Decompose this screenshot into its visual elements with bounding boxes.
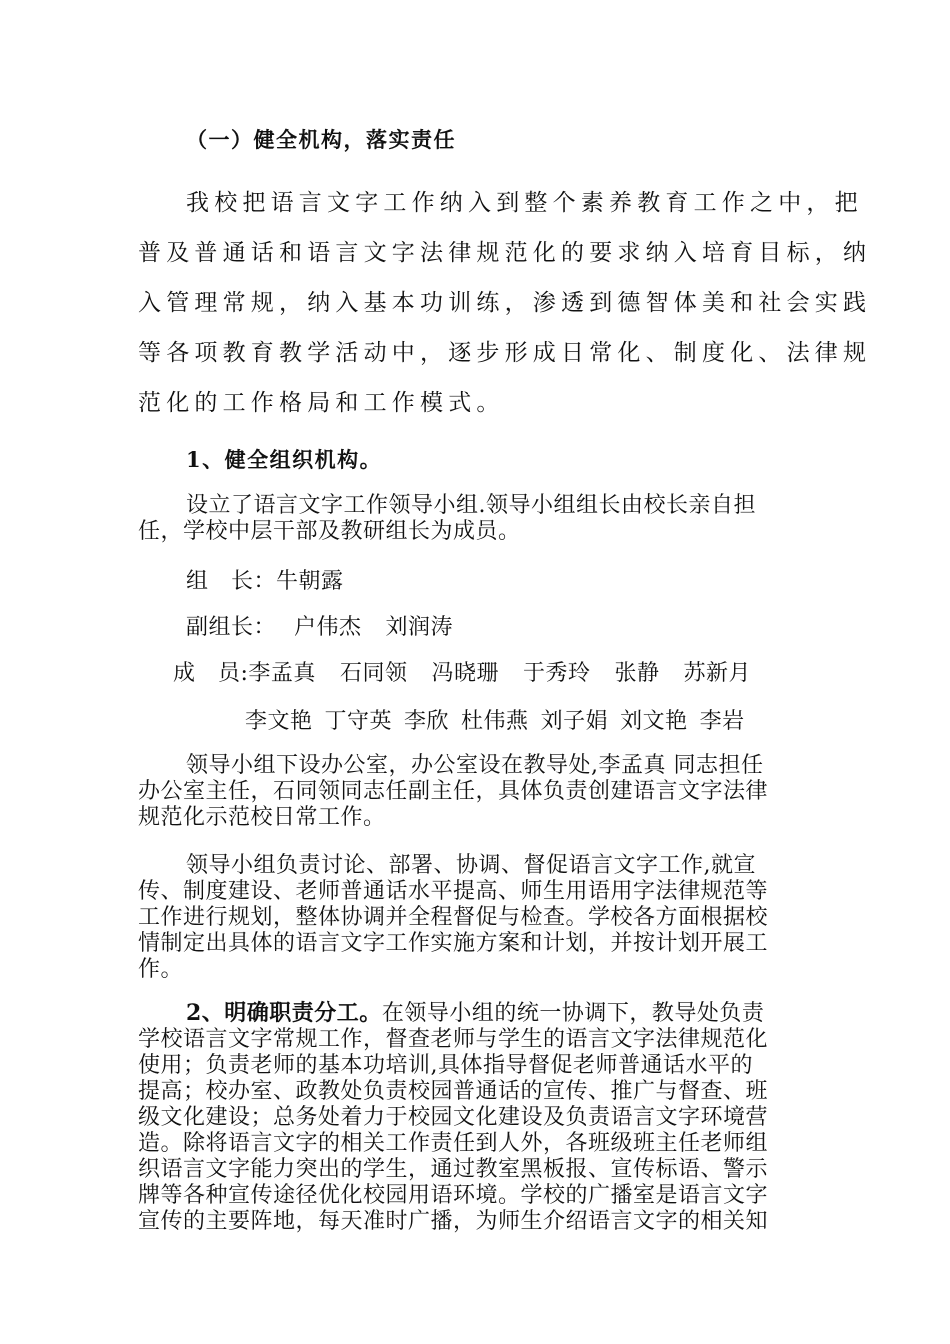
member-label: 成 员:: [173, 661, 249, 686]
duties-heading: 2、明确职责分工。: [186, 1000, 382, 1026]
duties-line-6: 造。除将语言文字的相关工作责任到人外，各班级班主任老师组: [138, 1131, 769, 1156]
member-name: 李岩: [699, 709, 745, 734]
intro-line-2: 普及普通话和语言文字法律规范化的要求纳入培育目标，纳: [138, 240, 872, 266]
duties-line-2: 学校语言文字常规工作，督查老师与学生的语言文字法律规范化: [138, 1027, 769, 1052]
deputy-name: 刘润涛: [385, 615, 454, 640]
member-name: 张静: [614, 661, 660, 686]
org-desc-line-1: 设立了语言文字工作领导小组.领导小组组长由校长亲自担: [186, 493, 756, 518]
member-name: 刘子娟: [540, 709, 609, 734]
leader-row: [186, 564, 344, 595]
intro-line-3: 入管理常规，纳入基本功训练，渗透到德智体美和社会实践: [138, 290, 872, 316]
duty-line-2: 传、制度建设、老师普通话水平提高、师生用语用字法律规范等: [138, 879, 769, 904]
duties-line-3: 使用；负责老师的基本功培训,具体指导督促老师普通话水平的: [138, 1053, 753, 1078]
member-name: 于秀玲: [522, 661, 591, 686]
intro-line-5: 范化的工作格局和工作模式。: [138, 390, 505, 416]
member-name: 李欣: [404, 709, 450, 734]
duty-line-3: 工作进行规划，整体协调并全程督促与检查。学校各方面根据校: [138, 905, 769, 930]
duties-line-8: 牌等各种宣传途径优化校园用语环境。学校的广播室是语言文字: [138, 1183, 769, 1208]
duty-line-4: 情制定出具体的语言文字工作实施方案和计划，并按计划开展工: [138, 931, 769, 956]
intro-line-4: 等各项教育教学活动中，逐步形成日常化、制度化、法律规: [138, 340, 872, 366]
org-desc-line-2: 任，学校中层干部及教研组长为成员。: [138, 519, 521, 544]
members-row-1: [173, 656, 751, 687]
member-name: 苏新月: [683, 661, 752, 686]
member-name: 李文艳: [245, 709, 313, 734]
intro-line-1: 我校把语言文字工作纳入到整个素养教育工作之中，把: [186, 190, 863, 216]
member-name: 李孟真: [248, 661, 316, 686]
duties-line-7: 织语言文字能力突出的学生，通过教室黑板报、宣传标语、警示: [138, 1157, 769, 1182]
duty-line-1: 领导小组负责讨论、部署、协调、督促语言文字工作,就宣: [186, 853, 756, 878]
deputy-label: 副组长：: [186, 615, 277, 640]
org-heading: 1、健全组织机构。: [186, 447, 383, 472]
duty-line-5: 作。: [138, 957, 184, 982]
members-row-2: [245, 704, 745, 735]
duties-line-4: 提高；校办室、政教处负责校园普通话的宣传、推广与督查、班: [138, 1079, 769, 1104]
member-name: 杜伟燕: [461, 709, 529, 734]
deputy-row: [186, 610, 453, 641]
section-heading: （一）健全机构，落实责任: [186, 127, 456, 152]
member-name: 丁守英: [324, 709, 393, 734]
member-name: 石同领: [339, 661, 408, 686]
leader-name: 牛朝露: [276, 569, 344, 594]
office-line-1: 领导小组下设办公室，办公室设在教导处,李孟真 同志担任: [186, 753, 764, 778]
member-name: 冯晓珊: [431, 661, 499, 686]
duties-line-5: 级文化建设；总务处着力于校园文化建设及负责语言文字环境营: [138, 1105, 769, 1130]
duties-line-9: 宣传的主要阵地，每天准时广播，为师生介绍语言文字的相关知: [138, 1209, 769, 1234]
member-name: 刘文艳: [620, 709, 688, 734]
duties-first-line-text: 在领导小组的统一协调下，教导处负责: [381, 1001, 765, 1026]
deputy-name: 户伟杰: [294, 615, 362, 640]
leader-label: 组 长：: [186, 569, 277, 594]
office-line-3: 规范化示范校日常工作。: [138, 805, 386, 830]
office-line-2: 办公室主任，石同领同志任副主任，具体负责创建语言文字法律: [138, 779, 769, 804]
